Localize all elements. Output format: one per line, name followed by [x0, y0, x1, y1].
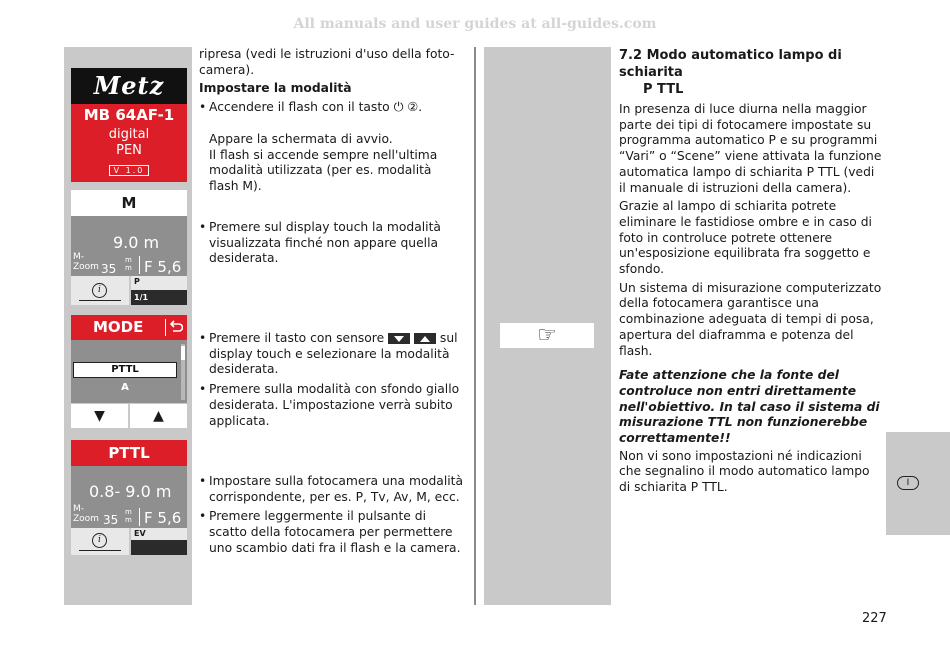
para-1: In presenza di luce diurna nella maggior parte dei tipi di fotocamere impostate su programma automatico P e su programmi “Vari” o “Scene” viene attivata la funzione automatica lampo di schiarita P TTL (vedi il manuale di istruzioni della camera).	[619, 102, 882, 195]
start-info-panel	[71, 104, 187, 182]
step-2	[199, 220, 464, 267]
unit-top: m	[125, 256, 132, 264]
info-icon: i	[92, 283, 107, 298]
step-4	[199, 382, 464, 429]
step-3-post: sul display touch e selezionare la modalità desiderata.	[209, 331, 458, 377]
watermark: All manuals and user guides at all-guides.com	[293, 16, 657, 32]
subheading: Impostare la modalità	[199, 81, 352, 96]
flash-start-screen	[71, 68, 187, 182]
zoom-label-text: Zoom	[73, 262, 99, 272]
zoom-label	[73, 252, 99, 272]
model-line-digital: digital	[108, 127, 150, 142]
right-column	[619, 47, 883, 496]
step-3	[199, 331, 464, 378]
step-1-pre: Accendere il flash con il tasto	[209, 100, 390, 115]
mode-list	[71, 340, 187, 403]
scroll-down-button[interactable]: ▼	[71, 404, 128, 428]
flash-manual-screen	[71, 190, 187, 305]
step-5-text: Impostare sulla fotocamera una modalità corrispondente, per es. P, Tv, Av, M, ecc.	[209, 474, 464, 504]
aperture-readout: F 5,6	[144, 258, 182, 276]
ev-cell	[131, 528, 187, 540]
bullet-dot: •	[199, 509, 207, 524]
bullet-dot: •	[199, 382, 207, 397]
para-2: Grazie al lampo di schiarita potrete eliminare le fastidiose ombre e in caso di foto in controluce potrete ottenere un'esposizione equilibrata fra soggetto e sfondo.	[619, 199, 872, 277]
distance-readout: 9.0 m	[113, 233, 160, 252]
pttl-info-icon: i	[92, 533, 107, 548]
pttl-zoom-label-top: M-	[73, 504, 85, 514]
pttl-unit-top: m	[125, 508, 132, 516]
step-1	[199, 100, 464, 116]
step-3-text	[209, 331, 464, 378]
pttl-zoom-value: 35	[103, 513, 119, 527]
readout-divider	[139, 256, 140, 274]
steps-5-6	[199, 474, 464, 557]
step-3-pre: Premere il tasto con sensore	[209, 331, 385, 345]
zoom-label-top: M-	[73, 252, 85, 262]
flash-pttl-screen	[71, 440, 187, 555]
mode-p-cell	[131, 276, 187, 290]
pttl-aperture-readout: F 5,6	[144, 509, 182, 527]
version-badge: V 1.0	[109, 165, 150, 176]
step-6	[199, 509, 464, 556]
section-title-line2: P TTL	[643, 82, 684, 97]
mode-menu-header	[71, 315, 187, 340]
mode-option-a[interactable]: A	[121, 382, 129, 393]
pttl-unit-bottom: m	[125, 516, 132, 524]
pttl-header[interactable]: PTTL	[71, 440, 187, 466]
zoom-unit	[125, 256, 132, 272]
info-underline	[79, 300, 121, 301]
model-line-pen: PEN	[116, 143, 142, 158]
metz-logo: Metz	[93, 71, 165, 100]
section-title: Modo automatico lampo di schiarita	[619, 48, 842, 80]
section-number: 7.2	[619, 48, 643, 63]
mode-p-label: P	[134, 277, 140, 286]
manual-readout	[71, 216, 187, 276]
warning-note: Fate attenzione che la fonte del controluce non entri direttamente nell'obiettivo. In tal caso il sistema di misurazione TTL non funzionerebbe correttamente!!	[619, 368, 880, 446]
mode-m-button[interactable]: M	[71, 190, 187, 216]
step-5	[199, 474, 464, 505]
scroll-up-button[interactable]: ▲	[130, 404, 187, 428]
para-4: Non vi sono impostazioni né indicazioni che segnalino il modo automatico lampo di schiarita P TTL.	[619, 448, 870, 495]
pointing-hand-icon: ☞	[500, 323, 594, 348]
step-1-note-2: Il flash si accende sempre nell'ultima modalità utilizzata (per es. modalità flash M).	[209, 147, 438, 193]
pttl-distance-readout: 0.8- 9.0 m	[89, 482, 172, 501]
bullet-dot: •	[199, 100, 207, 115]
pttl-readout	[71, 466, 187, 528]
step-4-text: Premere sulla modalità con sfondo giallo desiderata. L'impostazione verrà subito applicata.	[209, 382, 460, 428]
step-1-text	[209, 100, 422, 116]
info-button[interactable]	[71, 276, 129, 305]
fraction-label: 1/1	[134, 293, 149, 302]
step-2-text: Premere sul display touch la modalità visualizzata finché non appare quella desiderata.	[209, 220, 441, 266]
steps-3-4	[199, 331, 464, 429]
mode-menu-title: MODE	[93, 318, 144, 336]
language-side-tab[interactable]	[886, 432, 950, 535]
bullet-dot: •	[199, 331, 207, 345]
bullet-dot: •	[199, 220, 207, 234]
mode-option-pttl[interactable]: PTTL	[73, 362, 177, 378]
pttl-zoom-unit	[125, 508, 132, 524]
flash-mode-menu	[71, 315, 187, 428]
up-key-icon	[414, 333, 436, 344]
zoom-value: 35	[101, 262, 117, 276]
middle-column	[199, 47, 464, 195]
mode-list-scrollbar[interactable]	[181, 344, 185, 400]
page-number: 227	[862, 611, 887, 626]
step-6-text: Premere leggermente il pulsante di scatto della fotocamera per permettere uno scambio dati fra il flash e la camera.	[209, 509, 461, 555]
bullet-dot: •	[199, 474, 207, 488]
back-icon[interactable]	[169, 320, 183, 334]
pttl-zoom-label	[73, 504, 99, 524]
step-1-post: .	[418, 100, 423, 115]
column-divider	[474, 47, 476, 605]
metz-logo-bar	[71, 68, 187, 104]
ev-value-cell	[131, 540, 187, 555]
unit-bottom: m	[125, 264, 132, 272]
pttl-info-underline	[79, 550, 121, 551]
ev-label: EV	[134, 529, 146, 538]
pttl-zoom-label-text: Zoom	[73, 514, 99, 524]
down-key-icon	[388, 333, 410, 344]
section-heading	[619, 47, 883, 98]
mode-list-scroll-thumb[interactable]	[181, 346, 185, 360]
language-badge: I	[897, 476, 919, 490]
para-3: Un sistema di misurazione computerizzato della fotocamera garantisce una combinazione adeguata di tempi di posa, apertura del diaframma e potenza del flash.	[619, 280, 882, 358]
fraction-cell	[131, 290, 187, 305]
intro-text: ripresa (vedi le istruzioni d'uso della foto-camera).	[199, 47, 455, 77]
header-divider	[165, 319, 166, 336]
pttl-readout-divider	[139, 508, 140, 526]
step-1-note: Appare la schermata di avvio.	[209, 131, 393, 146]
model-name: MB 64AF-1	[83, 106, 175, 124]
power-key-icon: ⏻ ②	[393, 100, 419, 115]
pttl-info-button[interactable]	[71, 528, 129, 555]
